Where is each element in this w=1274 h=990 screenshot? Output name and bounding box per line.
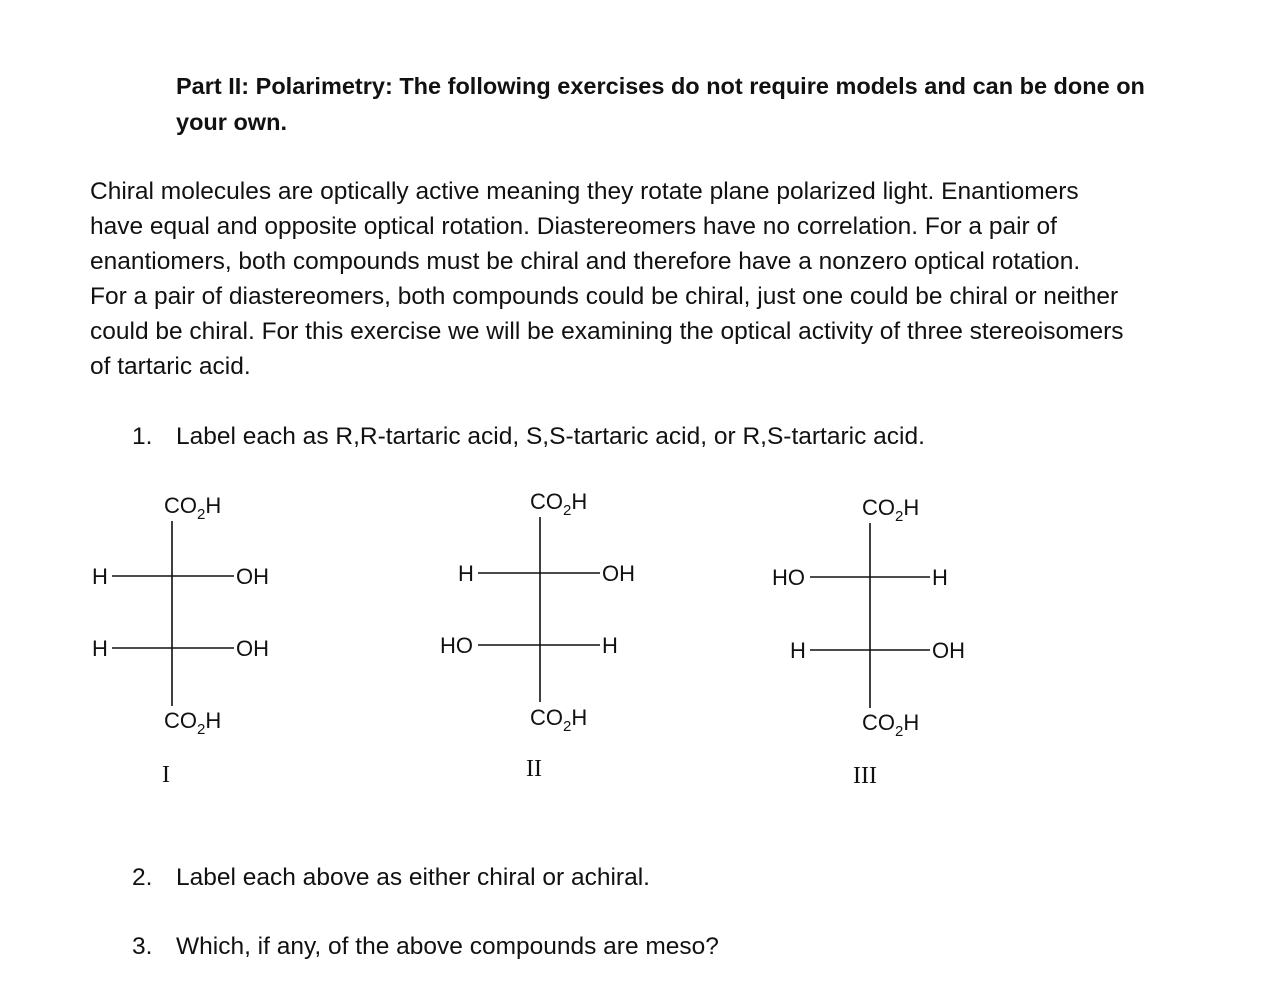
structure-label: II [526,756,542,782]
fischer-structure-iii [772,495,965,789]
top-carboxyl-label: $CO_2H$ [164,493,222,523]
intro-line: For a pair of diastereomers, both compounds could be chiral, just one could be chiral or neither [90,283,1119,310]
bottom-carboxyl-label: $CO_2H$ [862,710,920,740]
top-carboxyl-label: $CO_2H$ [862,495,920,525]
intro-line: could be chiral. For this exercise we will be examining the optical activity of three stereoisomers [90,318,1124,345]
c2-right-substituent: H [602,633,618,658]
fischer-structure-ii [440,489,635,782]
question-text: Label each as R,R-tartaric acid, S,S-tartaric acid, or R,S-tartaric acid. [176,423,925,450]
c1-left-substituent: H [458,561,474,586]
question-3 [132,932,719,962]
heading-line-1: Part II: Polarimetry: The following exercises do not require models and can be done on [176,73,1145,99]
c1-left-substituent: H [92,564,108,589]
bottom-carboxyl-label: $CO_2H$ [530,705,588,735]
bottom-carboxyl-label: $CO_2H$ [164,708,222,738]
intro-line: Chiral molecules are optically active meaning they rotate plane polarized light. Enantiomers [90,178,1079,205]
question-number: 1. [132,423,153,450]
intro-line: enantiomers, both compounds must be chiral and therefore have a nonzero optical rotation. [90,248,1081,275]
intro-line: have equal and opposite optical rotation. Diastereomers have no correlation. For a pair of [90,213,1057,240]
c1-left-substituent: HO [772,565,805,590]
c1-right-substituent: H [932,565,948,590]
question-text: Which, if any, of the above compounds are meso? [176,933,719,960]
question-number: 3. [132,933,153,960]
fischer-structure-i [92,493,269,788]
c2-left-substituent: HO [440,633,473,658]
c2-left-substituent: H [92,636,108,661]
heading-line-2: your own. [176,109,287,135]
c2-right-substituent: OH [932,638,965,663]
c2-left-substituent: H [790,638,806,663]
structure-label: III [853,763,877,789]
question-number: 2. [132,864,153,891]
top-carboxyl-label: $CO_2H$ [530,489,588,519]
question-2 [132,863,650,893]
c1-right-substituent: OH [236,564,269,589]
intro-line: of tartaric acid. [90,353,251,380]
c1-right-substituent: OH [602,561,635,586]
structure-label: I [162,762,170,788]
question-text: Label each above as either chiral or achiral. [176,864,650,891]
c2-right-substituent: OH [236,636,269,661]
